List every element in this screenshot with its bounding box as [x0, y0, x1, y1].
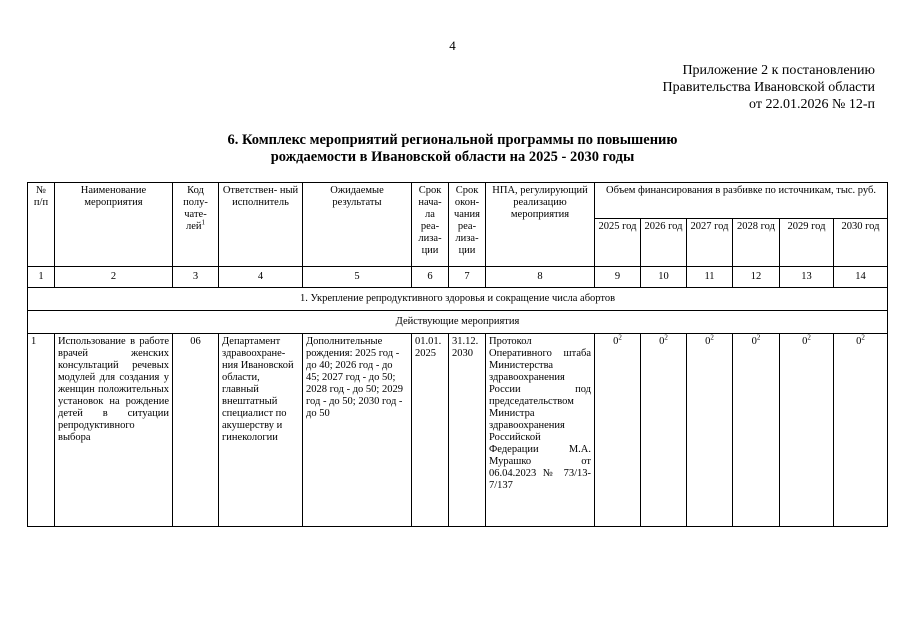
footnote-mark: 1	[201, 218, 206, 227]
header-code	[173, 183, 219, 267]
header-results: Ожидаемые результаты	[303, 183, 412, 267]
header-year: 2027 год	[687, 219, 733, 267]
row-name: Использование в работе врачей женских консультаций речевых модулей для создания у женщин положительных установок на рождение детей в ситуации репродуктивного выбора	[55, 334, 173, 527]
row-end: 31.12. 2030	[449, 334, 486, 527]
header-funding: Объем финансирования в разбивке по источникам, тыс. руб.	[595, 183, 888, 219]
header-year: 2028 год	[733, 219, 780, 267]
header-year: 2025 год	[595, 219, 641, 267]
header-npa: НПА, регулирующий реализацию мероприятия	[486, 183, 595, 267]
header-year: 2029 год	[780, 219, 834, 267]
section-row	[28, 288, 888, 311]
column-number: 3	[173, 267, 219, 288]
column-number: 2	[55, 267, 173, 288]
appendix-line: Приложение 2 к постановлению	[682, 63, 875, 78]
row-funding	[687, 334, 733, 527]
funding-value: 0	[751, 336, 757, 347]
column-number: 1	[28, 267, 55, 288]
title-line: рождаемости в Ивановской области на 2025 - 2030 годы	[270, 149, 635, 165]
table-row	[28, 334, 888, 527]
column-number: 5	[303, 267, 412, 288]
header-year: 2026 год	[641, 219, 687, 267]
row-code: 06	[173, 334, 219, 527]
measures-table	[27, 182, 888, 527]
column-number: 4	[219, 267, 303, 288]
section-title: 1. Укрепление репродуктивного здоровья и сокращение числа абортов	[28, 288, 888, 311]
title-line: 6. Комплекс мероприятий региональной программы по повышению	[227, 132, 678, 148]
row-funding	[595, 334, 641, 527]
column-number: 13	[780, 267, 834, 288]
footnote-mark: 2	[861, 333, 865, 342]
column-number: 14	[834, 267, 888, 288]
column-number: 8	[486, 267, 595, 288]
funding-value: 0	[613, 336, 619, 347]
column-number: 12	[733, 267, 780, 288]
column-number: 9	[595, 267, 641, 288]
subsection-title: Действующие мероприятия	[28, 311, 888, 334]
row-funding	[733, 334, 780, 527]
footnote-mark: 2	[664, 333, 668, 342]
column-number: 7	[449, 267, 486, 288]
row-num: 1	[28, 334, 55, 527]
column-numbers-row	[28, 267, 888, 288]
subsection-row	[28, 311, 888, 334]
footnote-mark: 2	[710, 333, 714, 342]
column-number: 11	[687, 267, 733, 288]
header-start: Срок нача- ла реа- лиза- ции	[412, 183, 449, 267]
funding-value: 0	[705, 336, 711, 347]
row-results: Дополнительные рождения: 2025 год - до 40; 2026 год - до 45; 2027 год - до 50; 2028 год - до 50; 2029 год - до 50; 2030 год - до 50	[303, 334, 412, 527]
footnote-mark: 2	[807, 333, 811, 342]
row-funding	[641, 334, 687, 527]
appendix-line: Правительства Ивановской области	[662, 80, 875, 95]
row-npa: Протокол Оперативного штаба Министерства здравоохранения России под председательством Министра здравоохранения Российской Федерации М.А. Мурашко от 06.04.2023 № 73/13-7/137	[486, 334, 595, 527]
appendix-line: от 22.01.2026 № 12-п	[749, 97, 875, 112]
funding-value: 0	[659, 336, 665, 347]
row-executor: Департамент здравоохране- ния Ивановской области, главный внештатный специалист по акушерству и гинекологии	[219, 334, 303, 527]
footnote-mark: 2	[618, 333, 622, 342]
footnote-mark: 2	[756, 333, 761, 342]
row-start: 01.01. 2025	[412, 334, 449, 527]
header-name: Наименование мероприятия	[55, 183, 173, 267]
document-title	[0, 132, 905, 166]
header-num: № п/п	[28, 183, 55, 267]
row-funding	[834, 334, 888, 527]
page-number: 4	[449, 38, 456, 53]
header-year: 2030 год	[834, 219, 888, 267]
header-row	[28, 183, 888, 219]
funding-value: 0	[856, 336, 862, 347]
header-end: Срок окон- чания реа- лиза- ции	[449, 183, 486, 267]
column-number: 10	[641, 267, 687, 288]
funding-value: 0	[802, 336, 808, 347]
header-code-text: Код полу- чате- лей	[183, 185, 208, 232]
column-number: 6	[412, 267, 449, 288]
row-funding	[780, 334, 834, 527]
appendix-reference	[663, 62, 875, 113]
header-executor: Ответствен- ный исполнитель	[219, 183, 303, 267]
